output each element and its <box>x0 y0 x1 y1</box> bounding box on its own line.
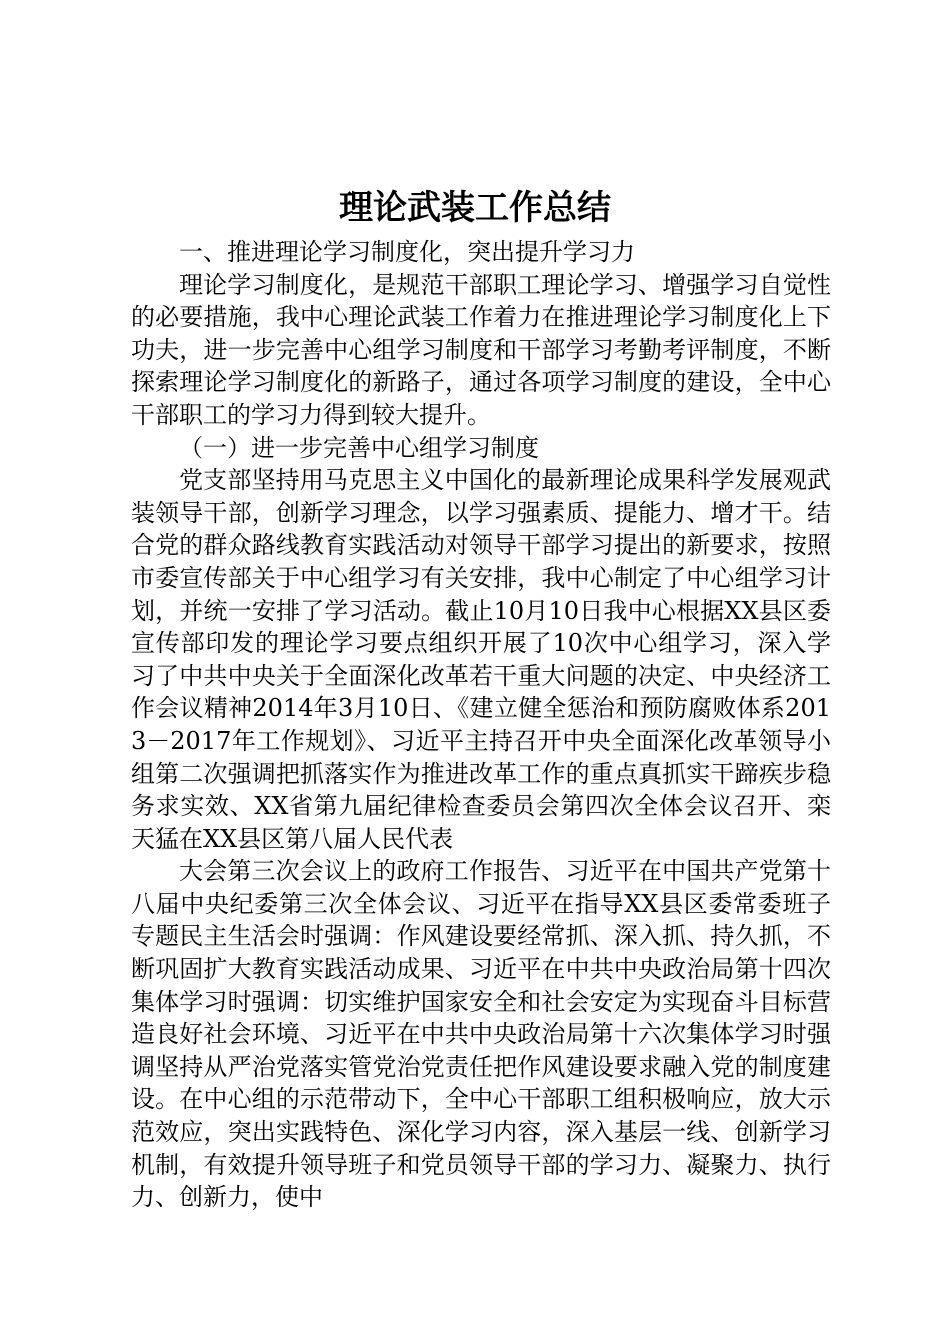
document-title: 理论武装工作总结 <box>339 188 611 228</box>
section-heading-1: 一、推进理论学习制度化，突出提升学习力 <box>179 238 635 266</box>
paragraph-1: 理论学习制度化，是规范干部职工理论学习、增强学习自觉性的必要措施，我中心理论武装工作着力在推进理论学习制度化上下功夫，进一步完善中心组学习制度和干部学习考勤考评制度，不断探索理论学习制度化的新路子，通过各项学习制度的建设，全中心干部职工的学习力得到较大提升。 <box>131 270 831 429</box>
paragraph-3: 大会第三次会议上的政府工作报告、习近平在中国共产党第十八届中央纪委第三次全体会议、习近平在指导XX县区委常委班子专题民主生活会时强调：作风建设要经常抓、深入抓、持久抓，不断巩固扩大教育实践活动成果、习近平在中共中央政治局第十四次集体学习时强调：切实维护国家安全和社会安定为实现奋斗目标营造良好社会环境、习近平在中共中央政治局第十六次集体学习时强调坚持从严治党落实管党治党责任把作风建设要求融入党的制度建设。在中心组的示范带动下，全中心干部职工组积极响应，放大示范效应，突出实践特色、深化学习内容，深入基层一线、创新学习机制，有效提升领导班子和党员领导干部的学习力、凝聚力、执行力、创新力，使中 <box>131 857 831 1212</box>
subsection-heading-1: （一）进一步完善中心组学习制度 <box>179 433 539 462</box>
document-body <box>131 236 831 1214</box>
paragraph-2: 党支部坚持用马克思主义中国化的最新理论成果科学发展观武装领导干部，创新学习理念，以学习强素质、提能力、增才干。结合党的群众路线教育实践活动对领导干部学习提出的新要求，按照市委宣传部关于中心组学习有关安排，我中心制定了中心组学习计划，并统一安排了学习活动。截止10月10日我中心根据XX县区委宣传部印发的理论学习要点组织开展了10次中心组学习，深入学习了中共中央关于全面深化改革若干重大问题的决定、中央经济工作会议精神2014年3月10日、《建立健全惩治和预防腐败体系2013－2017年工作规划》、习近平主持召开中央全面深化改革领导小组第二次强调把抓落实作为推进改革工作的重点真抓实干蹄疾步稳务求实效、XX省第九届纪律检查委员会第四次全体会议召开、栾天猛在XX县区第八届人民代表 <box>131 466 831 853</box>
